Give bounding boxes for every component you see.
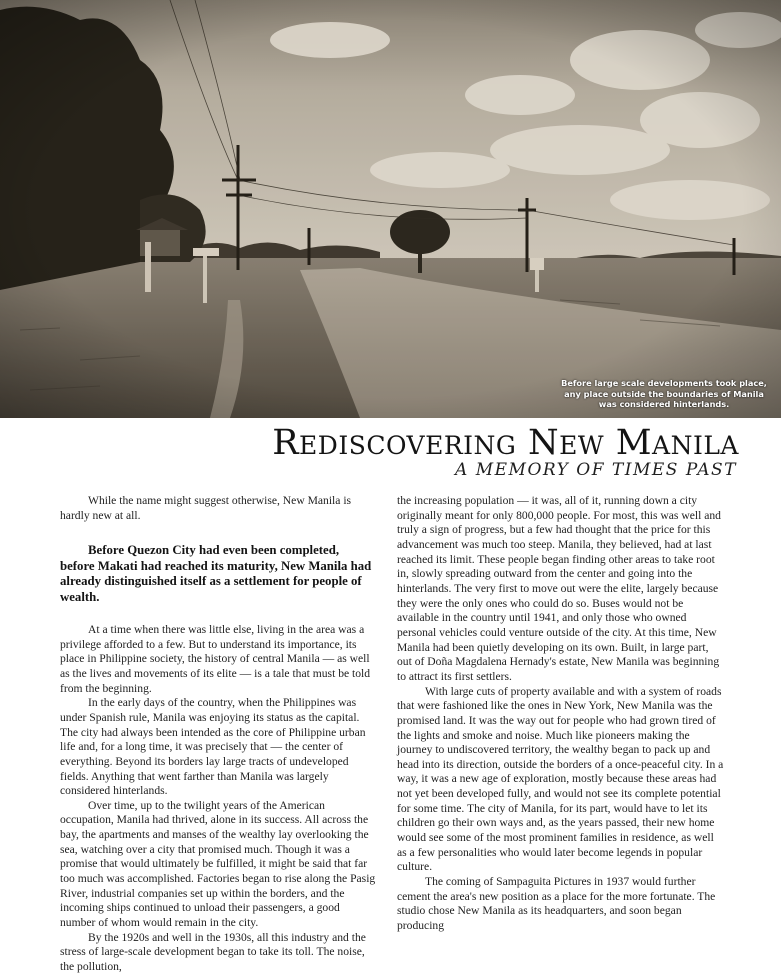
body-paragraph: By the 1920s and well in the 1930s, all this industry and the stress of large-scale development began to take its toll. The noise, the pollution, [60,930,366,974]
vintage-road-photo [0,0,781,418]
body-paragraph: With large cuts of property available and with a system of roads that were fashioned like the ones in New York, New Manila was the promised land. It was the way out for people who had grown tired of the lights and smoke and noise. Much like pioneers making the journey to undiscovered territory, the wealthy began to pack up and head into its direction, outside the borders of a once-peaceful city. In a way, it was a new age of exploration, mostly because these areas had not yet been developed fully, and would not see its complete potential for some time. The city of Manila, for its part, would have to let its children go their own ways and, as the years passed, their new home would see some of the most prominent families in residence, as well as a few personalities who would later become legends in popular culture. [397,684,724,874]
right-column [397,494,725,934]
intro-paragraph: While the name might suggest otherwise, New Manila is hardly new at all. [60,494,352,522]
lead-paragraph: Before Quezon City had even been completed, before Makati had reached its maturity, New Manila had already distinguished itself as a settlement for people of wealth. [60,543,372,604]
left-column [60,494,376,975]
body-paragraph: the increasing population — it was, all of it, running down a city originally meant for only 800,000 people. For most, this was well and truly a sign of progress, but a few had thought that the price for this advancement was much too steep. Manila, they believed, had at last reached its limit. These people began finding other areas to take root in, slowly spreading outward from the center and going into the hinterlands. The very first to move out were the elite, largely because they were the only ones who could do so. Buses would not be available in the country until 1941, and only those who owned personal vehicles could venture outside of the city. At this time, New Manila had been quietly developing on its own. Built, in large part, out of Doña Magdalena Hernady's estate, New Manila was beginning to attract its first settlers. [397,494,721,683]
photo-caption: Before large scale developments took place, any place outside the boundaries of Manila was considered hinterlands. [561,378,767,409]
body-paragraph: In the early days of the country, when the Philippines was under Spanish rule, Manila was enjoying its status as the capital. The city had always been intended as the core of Philippine urban life and, for a long time, it was precisely that — the center of everything. Beyond its borders lay large tracts of undeveloped fields. Anything that went farther than Manila was largely considered hinterlands. [60,696,366,798]
hero-photo [0,0,781,418]
article-subtitle: A MEMORY OF TIMES PAST [455,460,737,480]
body-paragraph: The coming of Sampaguita Pictures in 1937 would further cement the area's new position as a place for the more fortunate. The studio chose New Manila as its headquarters, and soon began producing [397,875,716,933]
body-paragraph: Over time, up to the twilight years of the American occupation, Manila had thrived, alone in its success. All across the bay, the apartments and manses of the wealthy lay overlooking the sea, watching over a city that promised much. Though it was a promise that would ultimately be fulfilled, it might be said that far too much was accomplished. Factories began to rise along the Pasig River, industrial companies set up within the borders, and the incoming ships continued to unload their passengers, a good number of whom would remain in the city. [60,798,376,930]
article-title: Rediscovering New Manila [272,423,739,463]
body-paragraph: At a time when there was little else, living in the area was a privilege afforded to a few. But to understand its importance, its place in Philippine society, the history of central Manila — as well as the lives and movements of its elite — is a tale that must be told from the beginning. [60,622,371,695]
